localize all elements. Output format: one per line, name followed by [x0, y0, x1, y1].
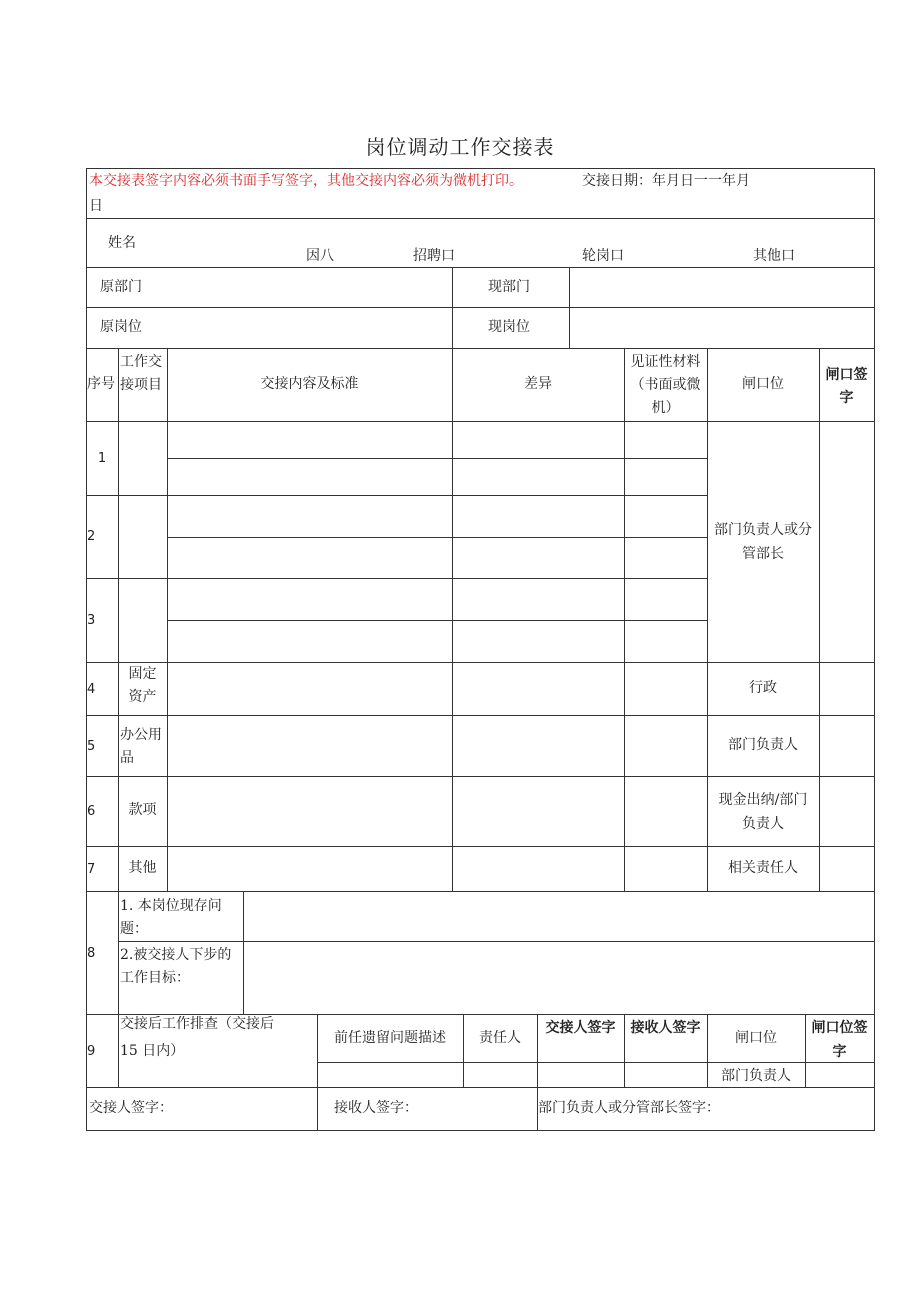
- name-label: 姓名: [108, 235, 136, 251]
- col-gate-header: 闸口位: [742, 376, 784, 392]
- row-6-gate-l2: 负责人: [742, 816, 784, 832]
- row-5-item-l2: 品: [120, 750, 134, 766]
- row-5-gate: 部门负责人: [728, 737, 798, 753]
- row-7-item: 其他: [128, 860, 157, 876]
- page-title: 岗位调动工作交接表: [365, 135, 555, 159]
- row-9-desc-l2: 15 日内）: [120, 1043, 185, 1059]
- row-9-receiver-sign-header: 接收人签字: [630, 1020, 701, 1036]
- row-8-question-1-l2: 题：: [120, 921, 148, 937]
- row-8-question-2-l2: 工作目标：: [120, 970, 190, 986]
- row-3-seq: 3: [87, 613, 96, 628]
- col-evidence-header-l2: （书面或微: [630, 377, 701, 393]
- col-seq-header: 序号: [87, 376, 115, 392]
- manager-signature-label: 部门负责人或分管部长签字：: [538, 1100, 720, 1116]
- col-gate-sign-header-l1: 闸口签: [825, 367, 868, 383]
- row-9-gate-sign-header-l2: 字: [832, 1044, 847, 1060]
- handover-date-label: 交接日期：年月日一一年月: [582, 173, 750, 189]
- notice-instruction: 本交接表签字内容必须书面手写签字，其他交接内容必须为微机打印。: [89, 173, 523, 189]
- row-9-seq: 9: [87, 1044, 96, 1059]
- row-9-owner-header: 责任人: [479, 1030, 521, 1046]
- row-6-gate-l1: 现金出纳/部门: [718, 792, 808, 808]
- col-evidence-header-l3: 机）: [651, 400, 680, 416]
- row-4-item-l2: 资产: [128, 689, 157, 705]
- reason-option-other: 其他口: [753, 248, 795, 264]
- row-7-gate: 相关责任人: [728, 860, 798, 876]
- new-dept-label: 现部门: [488, 279, 530, 295]
- rows-1-3-gate-l1: 部门负责人或分: [714, 522, 812, 538]
- row-4-item-l1: 固定: [128, 666, 157, 682]
- row-7-seq: 7: [87, 862, 96, 877]
- handover-signature-label: 交接人签字：: [89, 1100, 173, 1116]
- col-evidence-header-l1: 见证性材料: [630, 354, 701, 370]
- row-2-seq: 2: [87, 529, 96, 544]
- handover-date-tail: 日: [89, 198, 103, 214]
- new-post-label: 现岗位: [488, 319, 530, 335]
- orig-dept-label: 原部门: [100, 279, 142, 295]
- row-9-handover-sign-header: 交接人签字: [545, 1020, 616, 1036]
- col-gate-sign-header-l2: 字: [839, 390, 854, 406]
- row-5-seq: 5: [87, 739, 96, 754]
- row-9-gate-header: 闸口位: [735, 1030, 777, 1046]
- receiver-signature-label: 接收人签字：: [334, 1100, 418, 1116]
- row-5-item-l1: 办公用: [120, 727, 162, 743]
- col-item-header-l2: 接项目: [120, 377, 162, 393]
- row-8-question-1-l1: 1. 本岗位现存问: [120, 898, 222, 914]
- row-9-desc-l1: 交接后工作排查（交接后: [120, 1016, 274, 1032]
- row-4-seq: 4: [87, 682, 96, 697]
- row-9-gate-value: 部门负责人: [721, 1068, 791, 1084]
- row-9-prev-issue-header: 前任遗留问题描述: [334, 1030, 446, 1046]
- col-content-header: 交接内容及标准: [260, 376, 359, 392]
- row-6-seq: 6: [87, 804, 96, 819]
- rows-1-3-gate-l2: 管部长: [742, 546, 784, 562]
- col-diff-header: 差异: [524, 376, 552, 392]
- row-1-seq: 1: [97, 451, 107, 466]
- reason-option-1: 因八: [306, 248, 334, 264]
- reason-option-rotation: 轮岗口: [582, 248, 624, 264]
- row-4-gate: 行政: [749, 680, 777, 696]
- row-9-gate-sign-header-l1: 闸口位签: [811, 1020, 868, 1036]
- row-6-item: 款项: [128, 802, 157, 818]
- row-8-seq: 8: [87, 946, 96, 961]
- orig-post-label: 原岗位: [100, 319, 142, 335]
- col-item-header-l1: 工作交: [120, 354, 162, 370]
- reason-option-recruit: 招聘口: [413, 248, 455, 264]
- row-8-question-2-l1: 2.被交接人下步的: [120, 947, 232, 963]
